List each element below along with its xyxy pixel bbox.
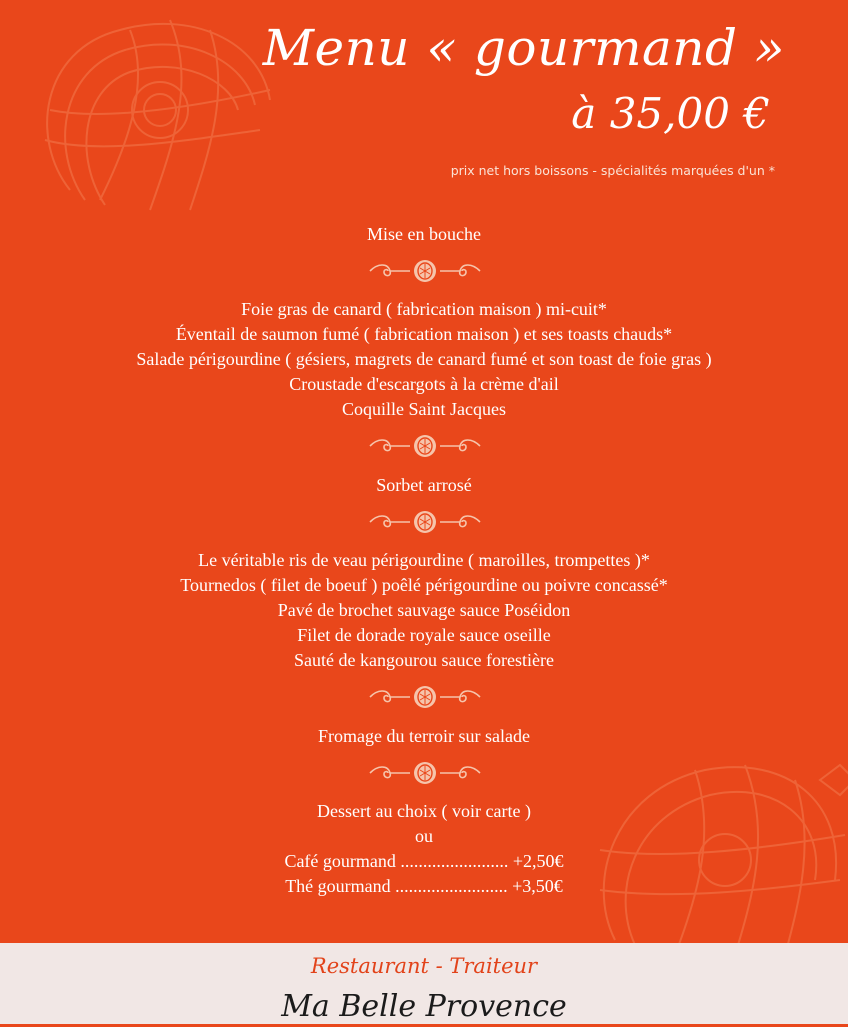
menu-item: Salade périgourdine ( gésiers, magrets de canard fumé et son toast de foie gras ) <box>136 349 712 369</box>
menu-item: Éventail de saumon fumé ( fabrication maison ) et ses toasts chauds* <box>175 324 673 344</box>
option-price: +2,50€ <box>512 851 564 871</box>
option-label: Café gourmand ........................ <box>284 851 509 871</box>
menu-item: Sauté de kangourou sauce forestière <box>294 650 554 670</box>
menu-item: Croustade d'escargots à la crème d'ail <box>289 374 559 394</box>
dessert-option-cafe <box>0 849 848 873</box>
menu-title: Menu « gourmand » <box>262 19 785 77</box>
menu-item: Coquille Saint Jacques <box>342 399 506 419</box>
divider-ornament-icon <box>364 510 486 534</box>
dessert-or-label: ou <box>415 826 433 846</box>
menu-subtitle: prix net hors boissons - spécialités marquées d'un * <box>450 163 775 178</box>
menu-item: Le véritable ris de veau périgourdine ( maroilles, trompettes )* <box>198 550 650 570</box>
menu-item: Tournedos ( filet de boeuf ) poêlé périgourdine ou poivre concassé* <box>180 575 668 595</box>
course-fromage: Fromage du terroir sur salade <box>318 726 530 746</box>
divider-ornament-icon <box>364 685 486 709</box>
restaurant-type: Restaurant - Traiteur <box>310 954 538 978</box>
course-dessert: Dessert au choix ( voir carte ) <box>317 801 531 821</box>
course-mise-en-bouche: Mise en bouche <box>367 224 481 244</box>
dessert-option-the <box>0 874 848 898</box>
option-label: Thé gourmand ......................... <box>285 876 508 896</box>
restaurant-name: Ma Belle Provence <box>281 989 567 1024</box>
option-price: +3,50€ <box>512 876 563 896</box>
divider-ornament-icon <box>364 434 486 458</box>
divider-ornament-icon <box>364 761 486 785</box>
menu-item: Filet de dorade royale sauce oseille <box>297 625 551 645</box>
menu-item: Foie gras de canard ( fabrication maison ) mi-cuit* <box>241 299 607 319</box>
course-sorbet: Sorbet arrosé <box>376 475 472 495</box>
restaurant-footer <box>0 943 848 1024</box>
divider-ornament-icon <box>364 259 486 283</box>
menu-item: Pavé de brochet sauvage sauce Poséidon <box>277 600 571 620</box>
menu-price: à 35,00 € <box>571 89 770 138</box>
